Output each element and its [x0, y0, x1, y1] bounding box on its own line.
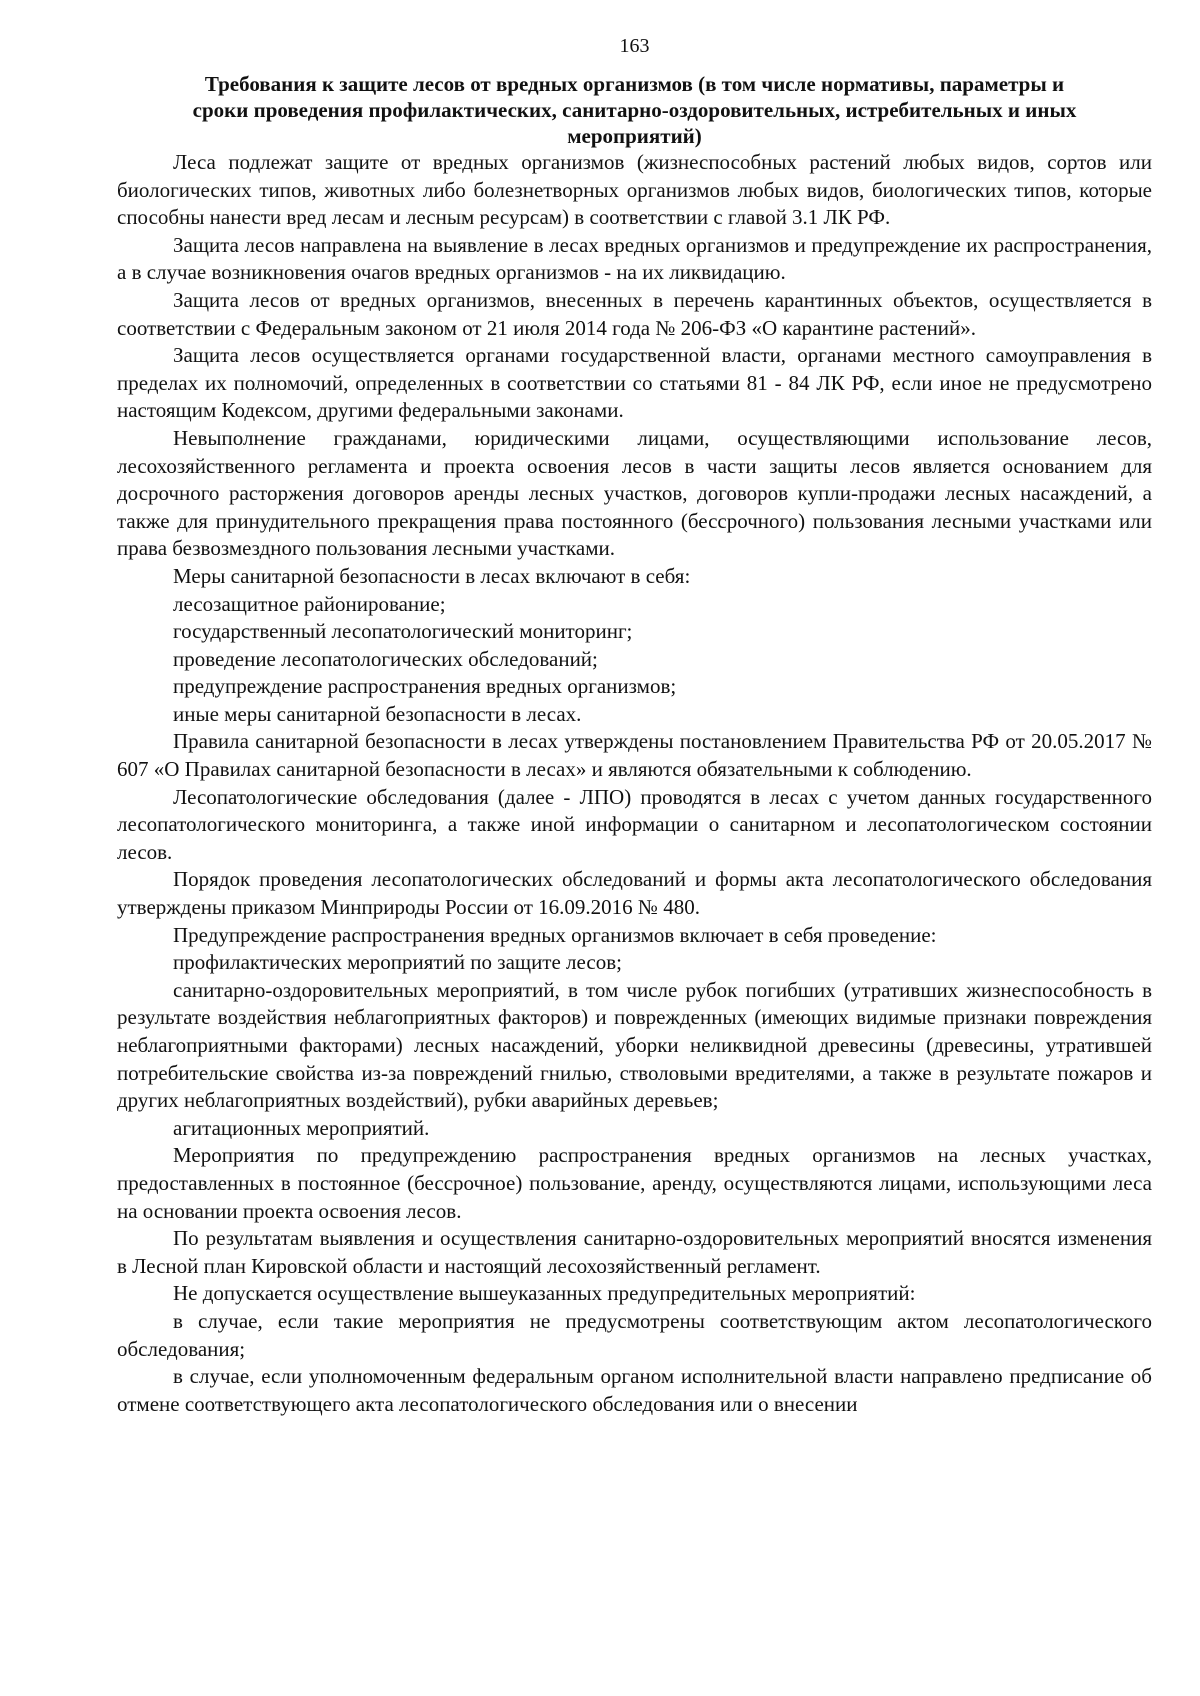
document-body [117, 149, 1152, 1418]
paragraph: Правила санитарной безопасности в лесах утверждены постановлением Правительства РФ от 20.05.2017 № 607 «О Правилах санитарной безопасности в лесах» и являются обязательными к соблюдению. [117, 729, 1152, 782]
list-item: агитационных мероприятий. [173, 1115, 430, 1140]
paragraph: Предупреждение распространения вредных организмов включает в себя проведение: [173, 922, 937, 947]
page-number: 163 [619, 35, 650, 57]
list-item: лесозащитное районирование; [173, 591, 446, 616]
paragraph: Меры санитарной безопасности в лесах включают в себя: [173, 563, 691, 588]
list-item: проведение лесопатологических обследований; [173, 646, 598, 671]
list-item: в случае, если такие мероприятия не предусмотрены соответствующим актом лесопатологического обследования; [117, 1308, 1152, 1361]
document-page [117, 34, 1152, 1418]
list-item: предупреждение распространения вредных организмов; [173, 674, 677, 699]
paragraph: Мероприятия по предупреждению распространения вредных организмов на лесных участках, предоставленных в постоянное (бессрочное) пользование, аренду, осуществляются лицами, использующими леса на основании проекта освоения лесов. [117, 1143, 1152, 1223]
list-item: иные меры санитарной безопасности в лесах. [173, 701, 582, 726]
section-title [117, 71, 1152, 149]
paragraph: Защита лесов осуществляется органами государственной власти, органами местного самоуправления в пределах их полномочий, определенных в соответствии со статьями 81 - 84 ЛК РФ, если иное не предусмотрено настоящим Кодексом, другими федеральными законами. [117, 343, 1152, 423]
paragraph: Порядок проведения лесопатологических обследований и формы акта лесопатологического обследования утверждены приказом Минприроды России от 16.09.2016 № 480. [117, 867, 1152, 920]
section-title-line: мероприятий) [567, 124, 702, 148]
paragraph: Лесопатологические обследования (далее - ЛПО) проводятся в лесах с учетом данных государственного лесопатологического мониторинга, а также иной информации о санитарном и лесопатологическом состоянии лесов. [117, 784, 1152, 864]
list-item: профилактических мероприятий по защите лесов; [173, 950, 622, 975]
list-item: в случае, если уполномоченным федеральным органом исполнительной власти направлено предписание об отмене соответствующего акта лесопатологического обследования или о внесении [117, 1364, 1152, 1416]
list-item: санитарно-оздоровительных мероприятий, в том числе рубок погибших (утративших жизнеспособность в результате воздействия неблагоприятных факторов) и поврежденных (имеющих видимые признаки повреждения неблагоприятными факторами) лесных насаждений, уборки неликвидной древесины (древесины, утратившей потребительские свойства из-за повреждений гнилью, стволовыми вредителями, а также в результате пожаров и других неблагоприятных воздействий), рубки аварийных деревьев; [117, 977, 1152, 1113]
paragraph: Защита лесов направлена на выявление в лесах вредных организмов и предупреждение их распространения, а в случае возникновения очагов вредных организмов - на их ликвидацию. [117, 232, 1152, 285]
paragraph: Не допускается осуществление вышеуказанных предупредительных мероприятий: [173, 1281, 916, 1306]
section-title-line: Требования к защите лесов от вредных организмов (в том числе нормативы, параметры и [204, 72, 1065, 96]
section-title-line: сроки проведения профилактических, санитарно-оздоровительных, истребительных и иных [192, 98, 1077, 122]
paragraph: Невыполнение гражданами, юридическими лицами, осуществляющими использование лесов, лесохозяйственного регламента и проекта освоения лесов в части защиты лесов является основанием для досрочного расторжения договоров аренды лесных участков, договоров купли-продажи лесных насаждений, а также для принудительного прекращения права постоянного (бессрочного) пользования лесными участками или права безвозмездного пользования лесными участками. [117, 425, 1152, 561]
list-item: государственный лесопатологический мониторинг; [173, 619, 633, 644]
paragraph: По результатам выявления и осуществления санитарно-оздоровительных мероприятий вносятся изменения в Лесной план Кировской области и настоящий лесохозяйственный регламент. [117, 1226, 1152, 1278]
paragraph: Защита лесов от вредных организмов, внесенных в перечень карантинных объектов, осуществляется в соответствии с Федеральным законом от 21 июля 2014 года № 206-ФЗ «О карантине растений». [117, 287, 1152, 340]
paragraph: Леса подлежат защите от вредных организмов (жизнеспособных растений любых видов, сортов или биологических типов, животных либо болезнетворных организмов любых видов, биологических типов, которые способны нанести вред лесам и лесным ресурсам) в соответствии с главой 3.1 ЛК РФ. [117, 150, 1152, 230]
